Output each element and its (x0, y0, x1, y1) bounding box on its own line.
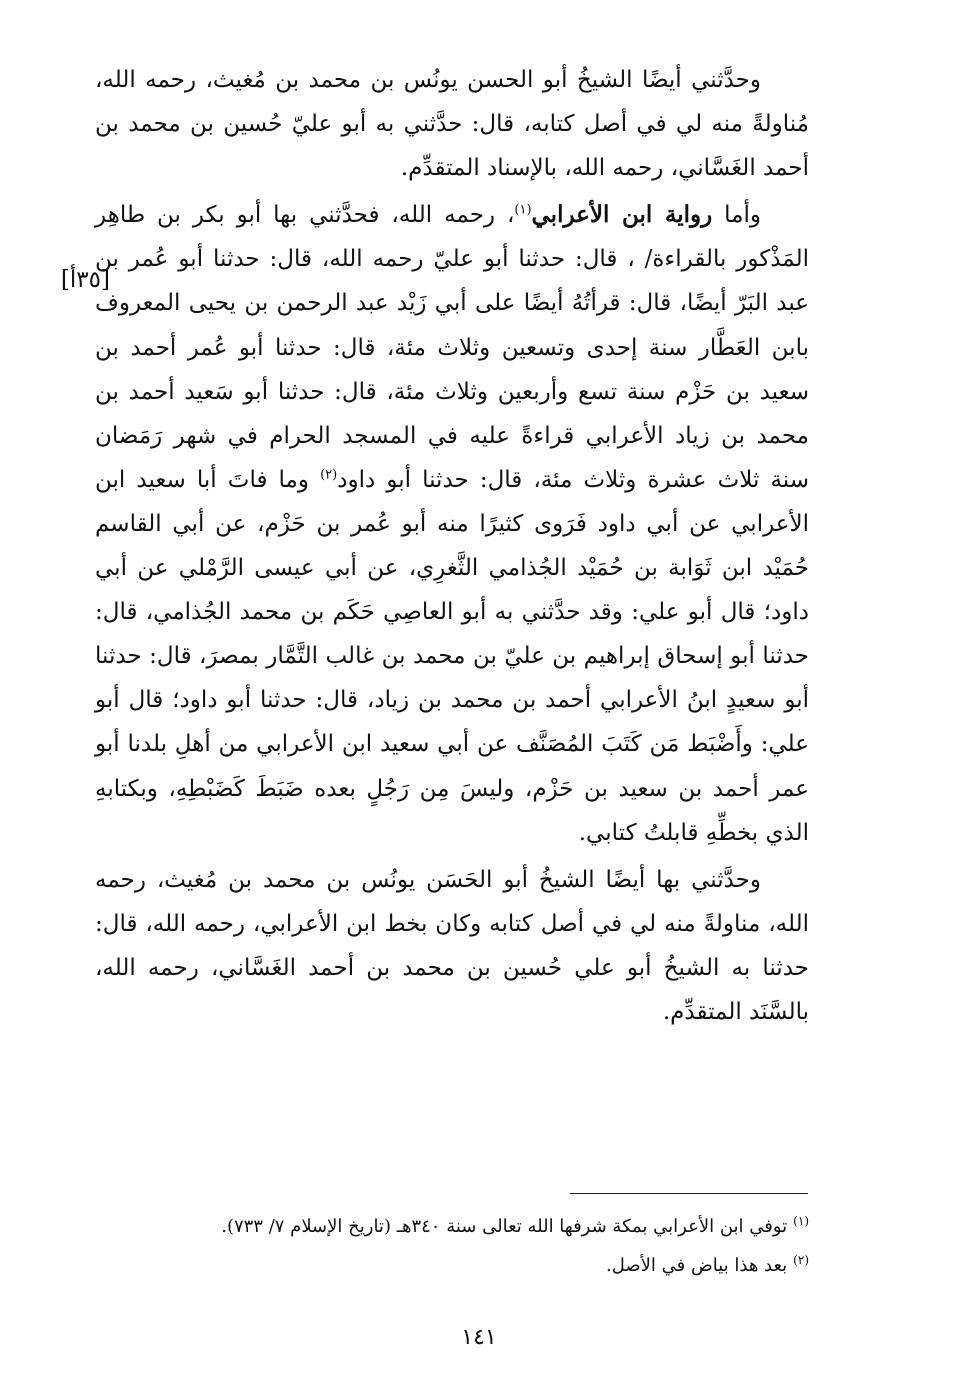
main-text-block (95, 58, 809, 1034)
footnote-1-text: توفي ابن الأعرابي بمكة شرفها الله تعالى سنة ٣٤٠هـ (تاريخ الإسلام ٧/ ٧٣٣). (221, 1216, 788, 1237)
footnote-2-number: (٢) (793, 1253, 809, 1267)
footnote-1 (95, 1207, 809, 1246)
paragraph-2-lead: وأما (724, 202, 761, 229)
section-heading-phrase: رواية ابن الأعرابي (531, 201, 713, 229)
folio-margin-note: [٣٥أ] (60, 267, 110, 293)
footnote-1-number: (١) (793, 1214, 809, 1228)
paragraph-2-body: ، رحمه الله، فحدَّثني بها أبو بكر بن طاهِر المَذْكور بالقراءة/ ، قال: حدثنا أبو عليّ رحمه الله، قال: حدثنا أبو عُمر بن عبد البَرّ أيضًا، قال: قرأتُهُ أيضًا على أبي زَيْد عبد الرحمن بن يحيى المعروف بابن العَطَّار سنة إحدى وتسعين وثلاث مئة، قال: حدثنا أبو عُمر أحمد بن سعيد بن حَزْم سنة تسع وأربعين وثلاث مئة، قال: حدثنا أبو سَعيد أحمد بن محمد بن زياد الأعرابي قراءةً عليه في المسجد الحرام في شهر رَمَضان سنة ثلاث عشرة وثلاث مئة، قال: حدثنا أبو داود (95, 202, 810, 493)
footnote-divider (570, 1193, 808, 1194)
page-number: ١٤١ (461, 1325, 497, 1350)
paragraph-3: وحدَّثني بها أيضًا الشيخُ أبو الحَسَن يونُس بن محمد بن مُغيث، رحمه الله، مناولةً منه لي في أصل كتابه وكان بخط ابن الأعرابي، رحمه الله، قال: حدثنا به الشيخُ أبو علي حُسين بن محمد بن أحمد الغَسَّاني، رحمه الله، بالسَّنَد المتقدِّم. (95, 866, 809, 1025)
footnote-ref-1[interactable]: (١) (514, 202, 532, 218)
paragraph-2 (95, 193, 809, 854)
footnote-ref-2[interactable]: (٢) (320, 467, 338, 483)
footnote-2 (95, 1246, 809, 1285)
footnote-2-text: بعد هذا بياض في الأصل. (606, 1255, 788, 1276)
footnotes-block (95, 1207, 809, 1285)
paragraph-2-body-cont: وما فاتَ أبا سعيد ابن الأعرابي عن أبي داود فَرَوى كثيرًا منه أبو عُمر بن حَزْم، عن أبي القاسم حُمَيْد ابن ثَوَابة بن حُمَيْد الجُذامي الثَّغرِي، عن أبي عيسى الرَّمْلي عن أبي داود؛ قال أبو علي: وقد حدَّثني به أبو العاصِي حَكَم بن محمد الجُذامي، قال: حدثنا أبو إسحاق إبراهيم بن عليّ بن محمد بن غالب التَّمَّار بمصرَ، قال: حدثنا أبو سعيدٍ ابنُ الأعرابي أحمد بن محمد بن زياد، قال: حدثنا أبو داود؛ قال أبو علي: وأَضْبَط مَن كَتَبَ المُصَنَّف عن أبي سعيد ابن الأعرابي من أهلِ بلدنا أبو عمر أحمد بن سعيد بن حَزْم، وليسَ مِن رَجُلٍ بعده ضَبَطَ كَضَبْطِهِ، وبكتابهِ الذي بخطِّهِ قابلتُ كتابي. (95, 466, 809, 846)
paragraph-1: وحدَّثني أيضًا الشيخُ أبو الحسن يونُس بن محمد بن مُغيث، رحمه الله، مُناولةً منه لي في أصل كتابه، قال: حدَّثني به أبو عليّ حُسين بن محمد بن أحمد الغَسَّاني، رحمه الله، بالإسناد المتقدِّم. (95, 67, 809, 182)
